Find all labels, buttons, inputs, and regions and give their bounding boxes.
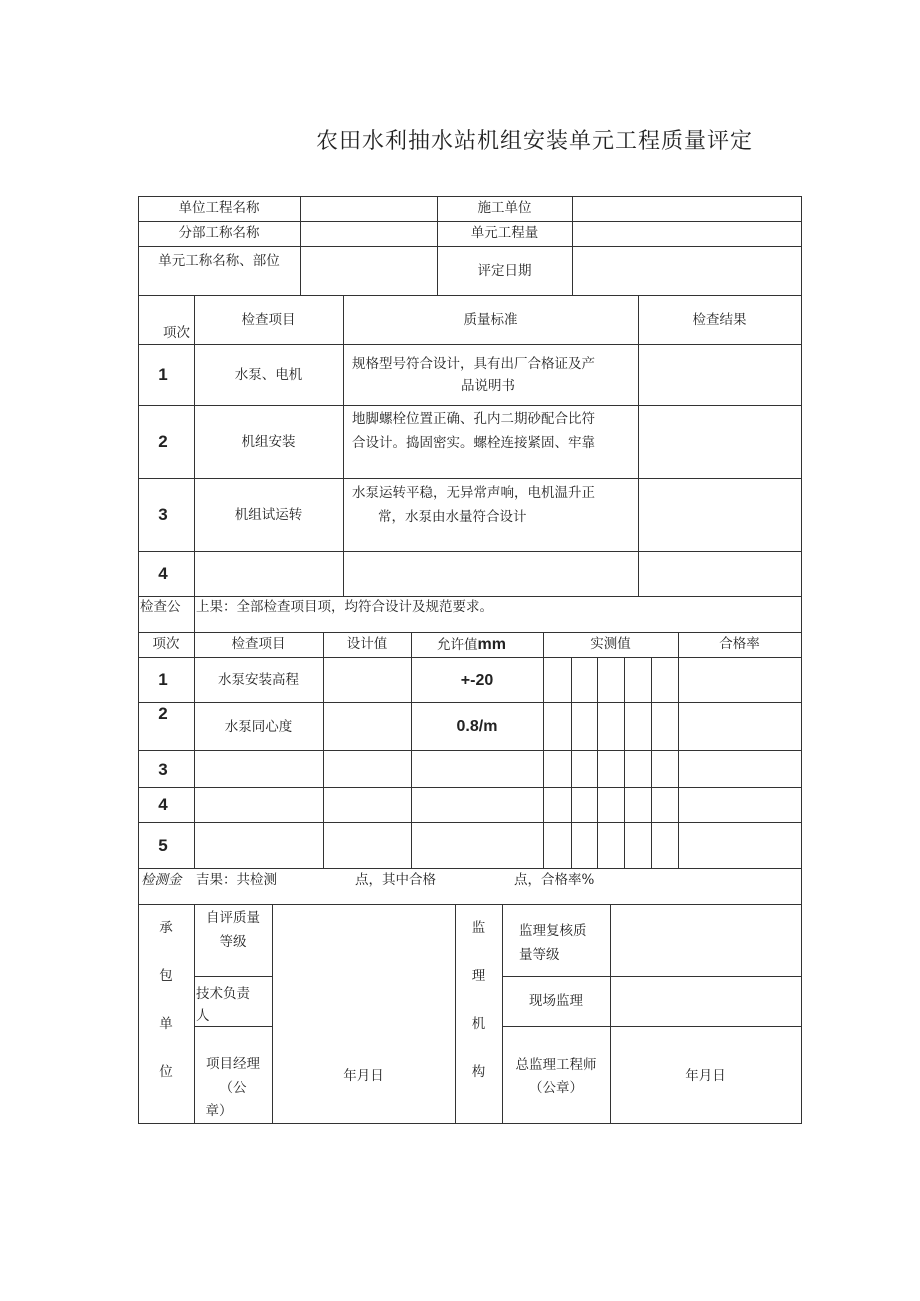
insp-row-item: 水泵、电机 bbox=[234, 367, 303, 383]
meas-row-no: 3 bbox=[158, 760, 168, 779]
page-title: 农田水利抽水站机组安装单元工程质量评定 bbox=[316, 129, 754, 154]
meas-col-item: 检查项目 bbox=[231, 636, 286, 652]
meas-row-no: 5 bbox=[158, 836, 168, 855]
meas-col-index: 项次 bbox=[152, 636, 180, 652]
tech-lead-label: 技术负责 bbox=[196, 986, 250, 1002]
meas-result-text: 吉果：共检测 bbox=[196, 872, 277, 888]
meas-result-text: 点，其中合格 bbox=[355, 872, 436, 888]
insp-row-no: 3 bbox=[158, 505, 168, 524]
pm-label: （公 bbox=[219, 1080, 247, 1096]
meas-result-label: 检测金 bbox=[141, 872, 182, 888]
self-grade-label: 等级 bbox=[219, 934, 247, 950]
label-unit-quantity: 单元工程量 bbox=[470, 225, 539, 241]
meas-col-allow-label: 允许值 bbox=[437, 637, 478, 653]
insp-col-result: 检查结果 bbox=[692, 312, 747, 328]
meas-row-item: 水泵安装高程 bbox=[218, 672, 299, 688]
date-right: 年月日 bbox=[685, 1068, 726, 1084]
review-grade-label: 监理复核质 bbox=[519, 923, 587, 939]
label-sub-project-name: 分部工称名称 bbox=[178, 225, 260, 241]
meas-col-allow bbox=[437, 634, 506, 656]
meas-col-allow-unit: mm bbox=[477, 636, 506, 653]
label-unit-project-name: 单位工程名称 bbox=[178, 200, 260, 216]
meas-col-design: 设计值 bbox=[346, 636, 388, 652]
insp-row-no: 2 bbox=[158, 432, 168, 451]
insp-summary-label: 检查公 bbox=[140, 599, 181, 615]
insp-row-standard: 规格型号符合设计，具有出厂合格证及产 bbox=[352, 356, 595, 372]
insp-row-item: 机组试运转 bbox=[234, 507, 303, 523]
date-left: 年月日 bbox=[343, 1068, 384, 1084]
review-grade-label: 量等级 bbox=[519, 947, 560, 963]
insp-row-no: 1 bbox=[158, 365, 168, 384]
insp-row-no: 4 bbox=[158, 564, 168, 583]
tech-lead-label: 人 bbox=[196, 1008, 210, 1024]
chief-engineer-label: 总监理工程师 bbox=[515, 1057, 597, 1073]
insp-row-standard: 合设计。捣固密实。螺栓连接紧固、牢靠 bbox=[352, 435, 595, 451]
insp-summary-text: 上果：全部检查项目项，均符合设计及规范要求。 bbox=[196, 599, 493, 615]
insp-row-standard: 水泵运转平稳，无异常声响，电机温升正 bbox=[352, 485, 595, 501]
meas-row-allow: 0.8/m bbox=[456, 718, 498, 735]
meas-row-no: 2 bbox=[158, 704, 168, 723]
insp-col-item: 检查项目 bbox=[241, 312, 296, 328]
meas-row-item: 水泵同心度 bbox=[224, 719, 293, 735]
meas-result-text: 点，合格率% bbox=[514, 872, 595, 888]
insp-row-standard: 常，水泵由水量符合设计 bbox=[378, 509, 527, 525]
label-eval-date: 评定日期 bbox=[477, 263, 532, 279]
self-grade-label: 自评质量 bbox=[206, 910, 260, 926]
label-element-name-location: 单元工称名称、部位 bbox=[158, 253, 280, 269]
insp-col-standard: 质量标准 bbox=[463, 312, 518, 328]
meas-row-allow: +-20 bbox=[460, 672, 494, 689]
meas-row-no: 1 bbox=[158, 670, 168, 689]
seal-label: （公章） bbox=[529, 1080, 583, 1096]
insp-row-item: 机组安装 bbox=[241, 434, 296, 450]
meas-row-no: 4 bbox=[158, 795, 168, 814]
pm-label: 项目经理 bbox=[206, 1056, 260, 1072]
site-supervisor-label: 现场监理 bbox=[529, 993, 583, 1009]
insp-row-standard: 地脚螺栓位置正确、孔内二期砂配合比符 bbox=[352, 411, 595, 427]
meas-col-measured: 实测值 bbox=[590, 636, 631, 652]
insp-row-standard: 品说明书 bbox=[461, 378, 515, 394]
pm-label: 章） bbox=[205, 1103, 233, 1119]
meas-col-rate: 合格率 bbox=[719, 636, 760, 652]
insp-col-index: 项次 bbox=[163, 325, 190, 341]
label-contractor: 施工单位 bbox=[477, 200, 532, 216]
